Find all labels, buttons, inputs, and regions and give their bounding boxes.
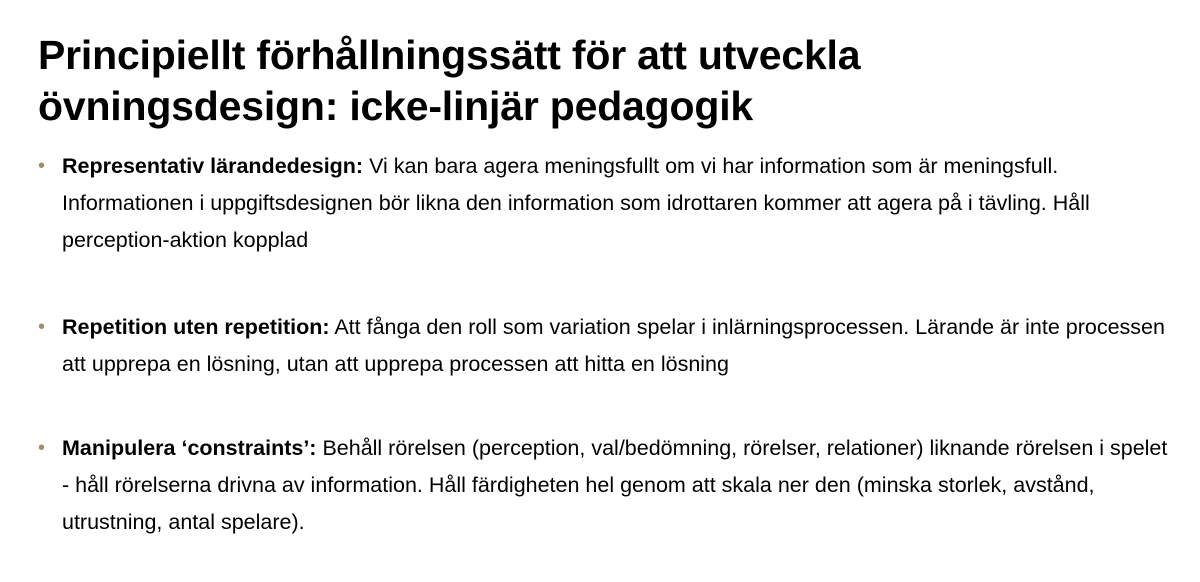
- bullet-icon: •: [38, 155, 46, 177]
- bullet-label: Repetition uten repetition:: [62, 315, 330, 339]
- bullet-item-repetition-uten-repetition: [38, 309, 1168, 383]
- bullet-item-manipulera-constraints: [38, 430, 1168, 541]
- bullet-label: Manipulera ‘constraints’:: [62, 436, 317, 460]
- slide-title: Principiellt förhållningssätt för att utveckla övningsdesign: icke-linjär pedagogik: [38, 32, 861, 129]
- bullet-icon: •: [38, 437, 46, 459]
- bullet-text: [62, 309, 1168, 383]
- bullet-body: Behåll rörelsen (perception, val/bedömning, rörelser, relationer) liknande rörelsen i spelet - håll rörelserna drivna av information. Håll färdigheten hel genom att skala ner den (minska storlek, avstånd, utrustning, antal spelare).: [62, 436, 1168, 534]
- bullet-item-representativ-larandedesign: [38, 148, 1168, 259]
- bullet-body: Att fånga den roll som variation spelar i inlärningsprocessen. Lärande är inte processen att upprepa en lösning, utan att upprepa processen att hitta en lösning: [62, 315, 1165, 376]
- bullet-icon: •: [38, 316, 46, 338]
- bullet-body: Vi kan bara agera meningsfullt om vi har information som är meningsfull. Informationen i uppgiftsdesignen bör likna den information som idrottaren kommer att agera på i tävling. Håll perception-aktion kopplad: [62, 154, 1090, 252]
- bullet-text: [62, 148, 1168, 259]
- bullet-text: [62, 430, 1168, 541]
- bullet-label: Representativ lärandedesign:: [62, 154, 364, 178]
